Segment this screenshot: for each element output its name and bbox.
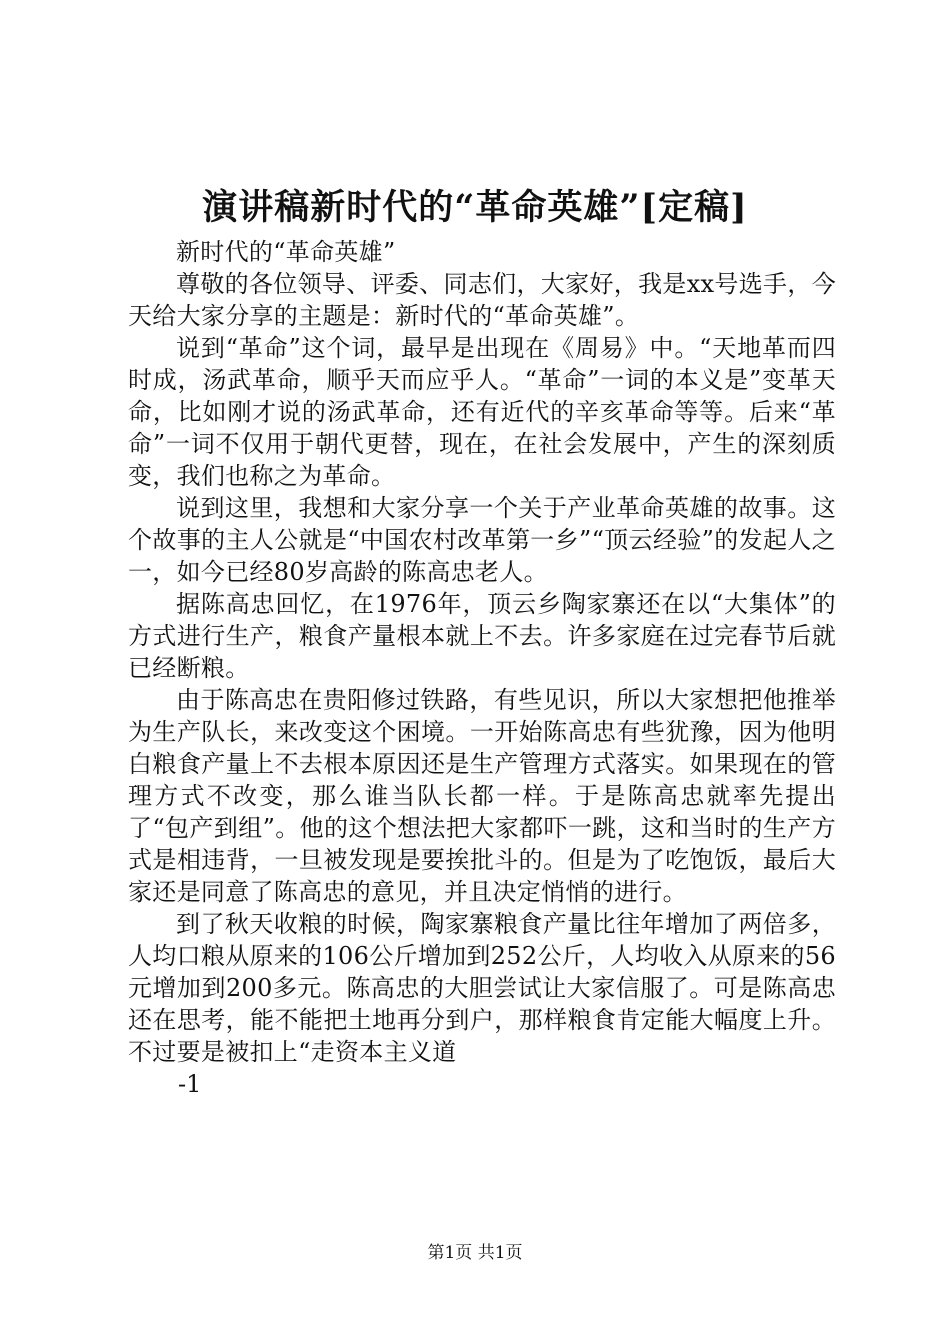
paragraph-recollection: 据陈高忠回忆，在1976年，顶云乡陶家寨还在以“大集体”的方式进行生产，粮食产量根本就上不去。许多家庭在过完春节后就已经断粮。 — [128, 590, 836, 682]
document-title: 演讲稿新时代的“革命英雄”[定稿] — [202, 187, 748, 228]
paragraph-story-intro: 说到这里，我想和大家分享一个关于产业革命英雄的故事。这个故事的主人公就是“中国农村改革第一乡”“顶云经验”的发起人之一，如今已经80岁高龄的陈高忠老人。 — [128, 494, 836, 586]
paragraph-revolution-origin: 说到“革命”这个词，最早是出现在《周易》中。“天地革而四时成，汤武革命，顺乎天而应乎人。“革命”一词的本义是”变革天命，比如刚才说的汤武革命，还有近代的辛亥革命等等。后来“革命”一词不仅用于朝代更替，现在，在社会发展中，产生的深刻质变，我们也称之为革命。 — [128, 334, 836, 490]
document-body — [128, 236, 836, 1100]
page-mark: -1 — [178, 1070, 202, 1098]
paragraph-team-leader: 由于陈高忠在贵阳修过铁路，有些见识，所以大家想把他推举为生产队长，来改变这个困境。一开始陈高忠有些犹豫，因为他明白粮食产量上不去根本原因还是生产管理方式落实。如果现在的管理方式不改变，那么谁当队长都一样。于是陈高忠就率先提出了“包产到组”。他的这个想法把大家都吓一跳，这和当时的生产方式是相违背，一旦被发现是要挨批斗的。但是为了吃饱饭，最后大家还是同意了陈高忠的意见，并且决定悄悄的进行。 — [128, 686, 836, 906]
page-footer: 第1页 共1页 — [427, 1243, 523, 1263]
paragraph-heading: 新时代的“革命英雄” — [176, 238, 396, 266]
paragraph-greeting: 尊敬的各位领导、评委、同志们，大家好，我是xx号选手，今天给大家分享的主题是：新时代的“革命英雄”。 — [128, 270, 836, 330]
paragraph-harvest: 到了秋天收粮的时候，陶家寨粮食产量比往年增加了两倍多，人均口粮从原来的106公斤增加到252公斤，人均收入从原来的56元增加到200多元。陈高忠的大胆尝试让大家信服了。可是陈高忠还在思考，能不能把土地再分到户，那样粮食肯定能大幅度上升。不过要是被扣上“走资本主义道 — [128, 910, 836, 1066]
